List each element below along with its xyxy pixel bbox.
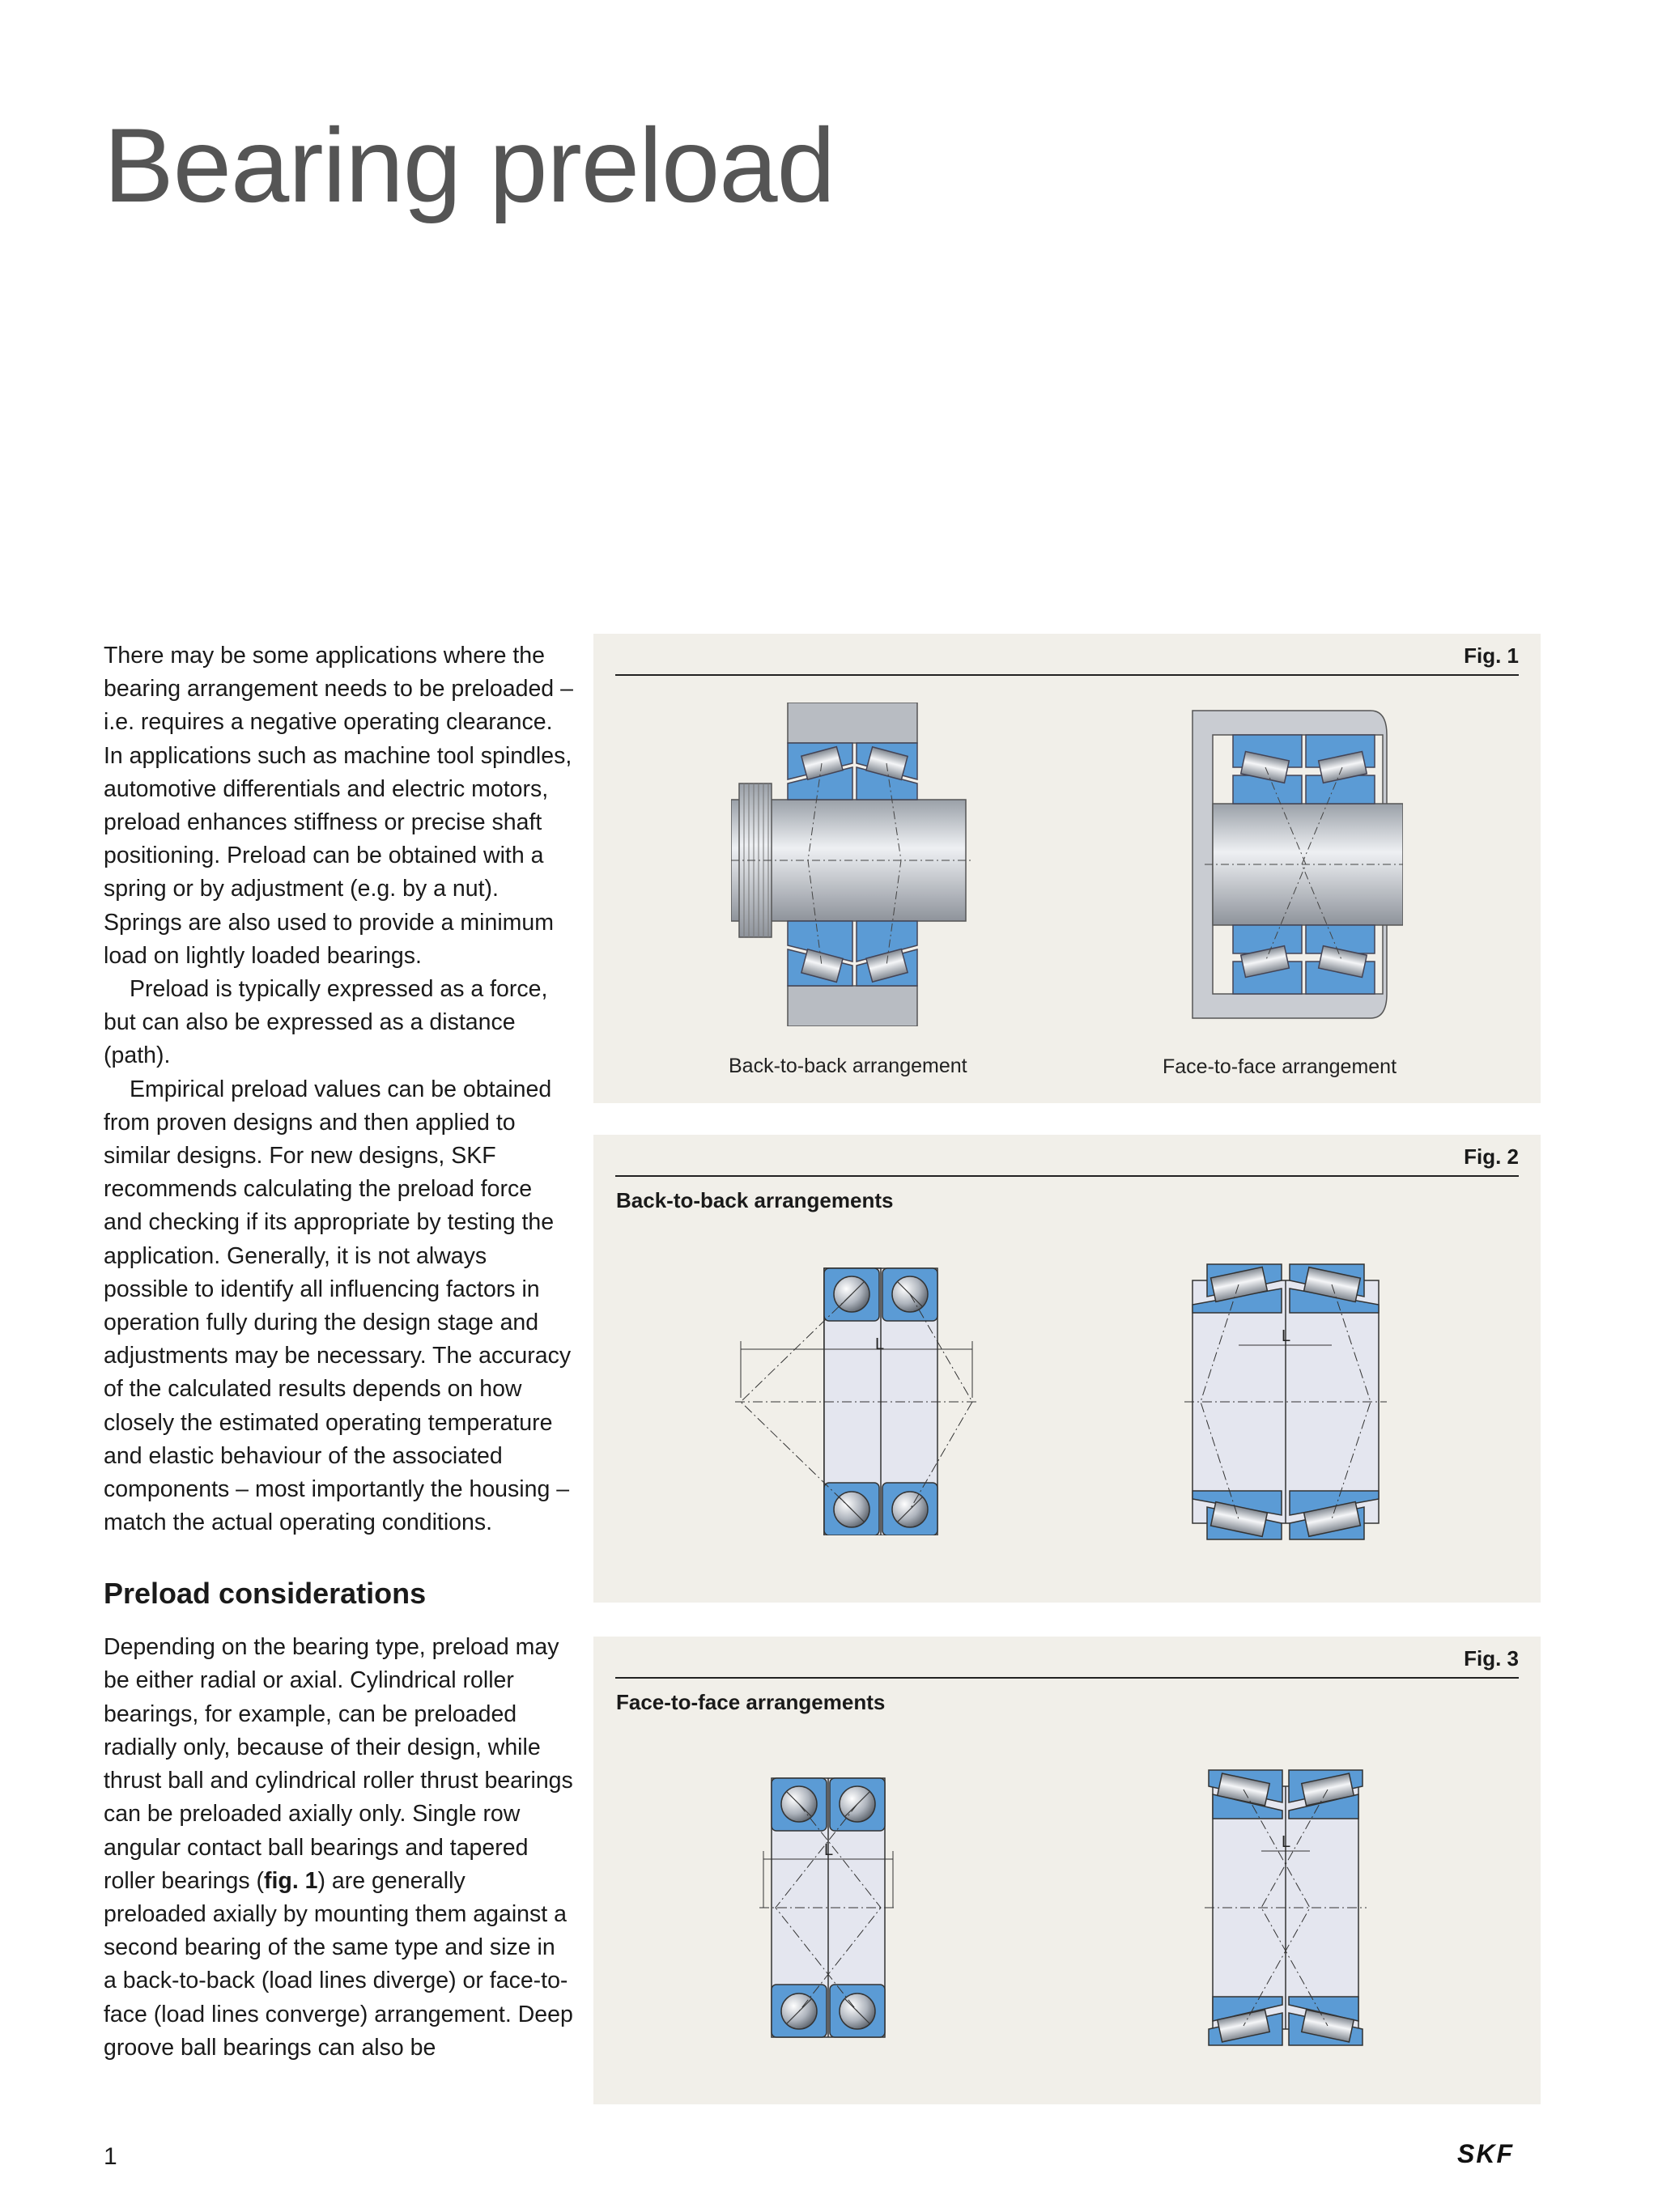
figure-3-dim-right: L bbox=[1282, 1833, 1291, 1851]
figure-2-dim-left: L bbox=[875, 1335, 885, 1353]
section-text-start: Depending on the bearing type, preload may be either radial or axial. Cylindrical roller bearings, for example, can be preloaded radially only, because of their design, while thrust ball and cylindrical roller thrust bearings can be preloaded axially only. Single row angular contact ball bearings and tapered roller bearings ( bbox=[104, 1634, 573, 1894]
ball-bearing-pair-drawing bbox=[731, 1260, 982, 1535]
back-to-back-bearing-drawing bbox=[731, 703, 1006, 1026]
body-paragraph-3: Empirical preload values can be obtained from proven designs and then applied to similar designs. For new designs, SKF recommends calculating the preload force and checking if its appropriate by testing the application. Generally, it is not always possible to identify all influencing factors in operation fully during the design stage and adjustments may be necessary. The accuracy of the calculated results depends on how closely the estimated operating temperature and elastic behaviour of the associated components – most importantly the housing – match the actual operating conditions. bbox=[104, 1076, 572, 1536]
tapered-roller-pair-ff-drawing bbox=[1205, 1754, 1367, 2061]
tapered-roller-pair-drawing bbox=[1184, 1248, 1387, 1556]
figure-1-label: Fig. 1 bbox=[1464, 643, 1519, 668]
face-to-face-bearing-drawing bbox=[1184, 703, 1403, 1026]
body-text-column bbox=[104, 639, 573, 2065]
section-text-end: ) are generally preloaded axially by mounting them against a second bearing of the same type and size in a back-to-back (load lines diverge) or face-to-face (load lines converge) arrangement. Deep groove ball bearings can also be bbox=[104, 1867, 573, 2061]
figure-1-caption-left: Back-to-back arrangement bbox=[729, 1055, 967, 1077]
figure-1 bbox=[593, 634, 1541, 1103]
figure-1-caption-right: Face-to-face arrangement bbox=[1163, 1055, 1397, 1078]
figure-3-rule bbox=[615, 1677, 1519, 1679]
page-title: Bearing preload bbox=[104, 106, 835, 224]
figure-2-label: Fig. 2 bbox=[1464, 1144, 1519, 1169]
figure-2-dim-right: L bbox=[1282, 1327, 1291, 1345]
figure-2 bbox=[593, 1135, 1541, 1603]
figure-3-subtitle: Face-to-face arrangements bbox=[616, 1690, 886, 1714]
figure-1-rule bbox=[615, 674, 1519, 676]
skf-logo-text: SKF bbox=[1457, 2140, 1514, 2167]
section-heading: Preload considerations bbox=[104, 1577, 427, 1611]
body-paragraph-2: Preload is typically expressed as a force, but can also be expressed as a distance (path). bbox=[104, 976, 548, 1069]
section-paragraph bbox=[104, 1631, 573, 2065]
figure-3-label: Fig. 3 bbox=[1464, 1646, 1519, 1671]
figure-2-rule bbox=[615, 1175, 1519, 1177]
skf-logo bbox=[1457, 2140, 1546, 2167]
figure-reference-link[interactable]: fig. 1 bbox=[264, 1867, 318, 1894]
figure-3-dim-left: L bbox=[824, 1841, 834, 1859]
figure-2-subtitle: Back-to-back arrangements bbox=[616, 1188, 894, 1212]
ball-bearing-pair-ff-drawing bbox=[759, 1770, 897, 2045]
body-paragraph-1: There may be some applications where the bearing arrangement needs to be preloaded – i.e. requires a negative operating clearance. In applications such as machine tool spindles, automotive differentials and electric motors, preload enhances stiffness or precise shaft positioning. Preload can be obtained with a spring or by adjustment (e.g. by a nut). Springs are also used to provide a minimum load on lightly loaded bearings. bbox=[104, 643, 573, 969]
page-number: 1 bbox=[104, 2143, 117, 2170]
figure-3 bbox=[593, 1637, 1541, 2104]
